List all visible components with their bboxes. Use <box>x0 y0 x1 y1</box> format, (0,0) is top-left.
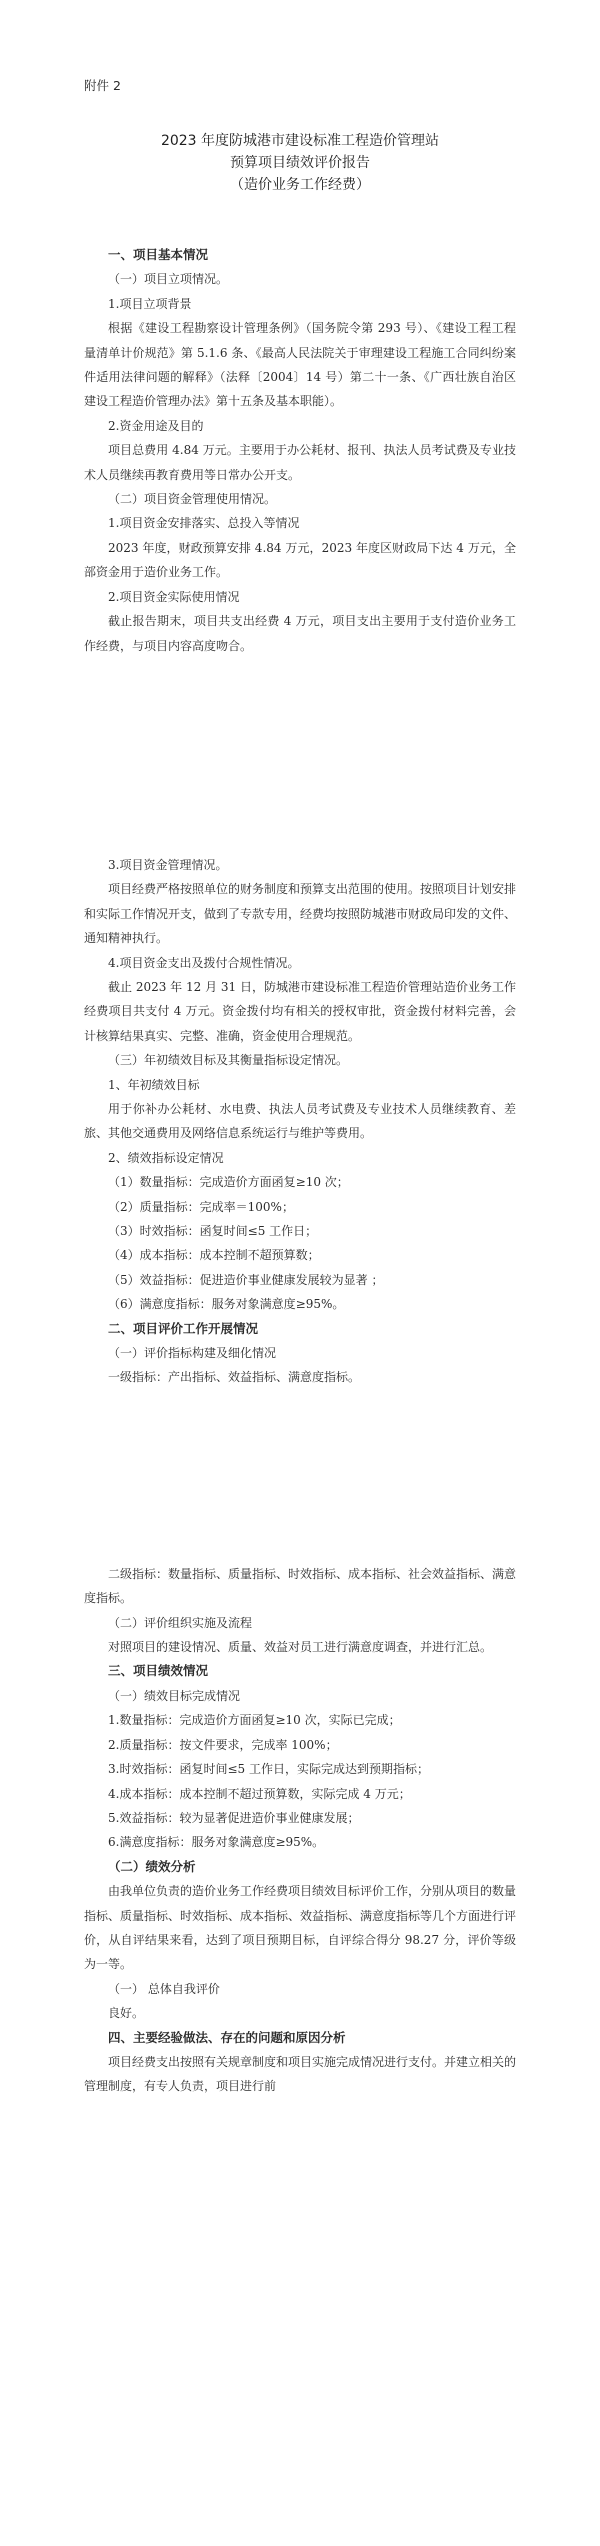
title-line-1: 2023 年度防城港市建设标准工程造价管理站 <box>160 133 440 149</box>
paragraph: 项目总费用 4.84 万元。主要用于办公耗材、报刊、执法人员考试费及专业技术人员继续再教育费用等日常办公开支。 <box>84 443 516 482</box>
paragraph: 4.项目资金支出及拨付合规性情况。 <box>108 955 300 970</box>
subsection-heading: （一）评价指标构建及细化情况 <box>108 1346 277 1361</box>
paragraph: 1.项目立项背景 <box>108 296 192 311</box>
paragraph: 1.数量指标：完成造价方面函复≥10 次，实际已完成； <box>108 1713 401 1728</box>
report-body <box>84 243 516 2099</box>
paragraph: 3.时效指标：函复时间≤5 工作日，实际完成达到预期指标； <box>108 1762 429 1777</box>
paragraph: 对照项目的建设情况、质量、效益对员工进行满意度调查，并进行汇总。 <box>108 1640 493 1655</box>
paragraph: 4.成本指标：成本控制不超过预算数，实际完成 4 万元； <box>108 1786 411 1801</box>
paragraph: 2.资金用途及目的 <box>108 418 204 433</box>
section-heading: 一、项目基本情况 <box>108 247 209 262</box>
blank-space <box>84 1390 516 1562</box>
subsection-heading: （一）项目立项情况。 <box>108 272 229 287</box>
paragraph: 1、年初绩效目标 <box>108 1077 200 1092</box>
paragraph: 项目经费严格按照单位的财务制度和预算支出范围的使用。按照项目计划安排和实际工作情况开支，做到了专款专用，经费均按照防城港市财政局印发的文件、通知精神执行。 <box>84 882 517 946</box>
paragraph: （3）时效指标：函复时间≤5 工作日； <box>108 1224 318 1238</box>
paragraph: 2、绩效指标设定情况 <box>108 1150 224 1165</box>
title-line-2: 预算项目绩效评价报告 <box>230 155 370 171</box>
blank-space <box>84 658 516 853</box>
report-title <box>0 130 600 196</box>
subsection-heading: （一）绩效目标完成情况 <box>108 1688 241 1703</box>
section-heading: 三、项目绩效情况 <box>108 1663 209 1679</box>
paragraph: （5）效益指标：促进造价事业健康发展较为显著 ； <box>108 1272 384 1287</box>
paragraph: （6）满意度指标：服务对象满意度≥95%。 <box>108 1297 345 1312</box>
paragraph: 截止 2023 年 12 月 31 日，防城港市建设标准工程造价管理站造价业务工作经费项目共支付 4 万元。资金拨付均有相关的授权审批，资金拨付材料完善，会计核算结果真实、完整、准确，资金使用合理规范。 <box>84 979 516 1043</box>
paragraph: 用于你补办公耗材、水电费、执法人员考试费及专业技术人员继续教育、差旅、其他交通费用及网络信息系统运行与维护等费用。 <box>84 1101 516 1141</box>
paragraph: 根据《建设工程勘察设计管理条例》（国务院令第 293 号）、《建设工程工程量清单计价规范》第 5.1.6 条、《最高人民法院关于审理建设工程施工合同纠纷案件适用法律问题的解释》（法释〔2004〕14 号）第二十一条、《广西壮族自治区建设工程造价管理办法》第十五条及基本职能）。 <box>84 321 516 409</box>
paragraph: 5.效益指标：较为显著促进造价事业健康发展； <box>108 1810 360 1825</box>
paragraph: 2.质量指标：按文件要求，完成率 100%； <box>108 1737 338 1752</box>
paragraph: 截止报告期末，项目共支出经费 4 万元，项目支出主要用于支付造价业务工作经费，与项目内容高度吻合。 <box>84 614 516 653</box>
paragraph: 良好。 <box>108 2006 145 2021</box>
paragraph: 2023 年度，财政预算安排 4.84 万元，2023 年度区财政局下达 4 万元，全部资金用于造价业务工作。 <box>84 540 516 580</box>
paragraph: 6.满意度指标：服务对象满意度≥95%。 <box>108 1835 325 1850</box>
paragraph: （4）成本指标：成本控制不超预算数； <box>108 1248 320 1263</box>
section-heading: 四、主要经验做法、存在的问题和原因分析 <box>108 2029 346 2045</box>
section-heading: （二）绩效分析 <box>108 1858 196 1874</box>
attachment-label: 附件 2 <box>84 78 121 93</box>
paragraph: 项目经费支出按照有关规章制度和项目实施完成情况进行支付。并建立相关的管理制度，有专人负责，项目进行前 <box>84 2054 517 2094</box>
paragraph: （2）质量指标：完成率＝100%； <box>108 1199 294 1214</box>
subsection-heading: （三）年初绩效目标及其衡量指标设定情况。 <box>108 1053 349 1068</box>
section-heading: 二、项目评价工作开展情况 <box>108 1320 259 1336</box>
paragraph: 二级指标：数量指标、质量指标、时效指标、成本指标、社会效益指标、满意度指标。 <box>84 1566 517 1606</box>
paragraph: 一级指标：产出指标、效益指标、满意度指标。 <box>108 1370 361 1385</box>
title-line-3: （造价业务工作经费） <box>230 177 370 193</box>
paragraph: （1）数量指标：完成造价方面函复≥10 次； <box>108 1175 349 1190</box>
subsection-heading: （一） 总体自我评价 <box>108 1981 220 1996</box>
paragraph: 1.项目资金安排落实、总投入等情况 <box>108 516 300 531</box>
paragraph: 由我单位负责的造价业务工作经费项目绩效目标评价工作，分别从项目的数量指标、质量指标、时效指标、成本指标、效益指标、满意度指标等几个方面进行评价，从自评结果来看，达到了项目预期目标，自评综合得分 98.27 分，评价等级为一等。 <box>84 1884 517 1972</box>
subsection-heading: （二）项目资金管理使用情况。 <box>108 492 277 507</box>
subsection-heading: （二）评价组织实施及流程 <box>108 1615 253 1630</box>
paragraph: 3.项目资金管理情况。 <box>108 857 228 872</box>
paragraph: 2.项目资金实际使用情况 <box>108 589 240 604</box>
